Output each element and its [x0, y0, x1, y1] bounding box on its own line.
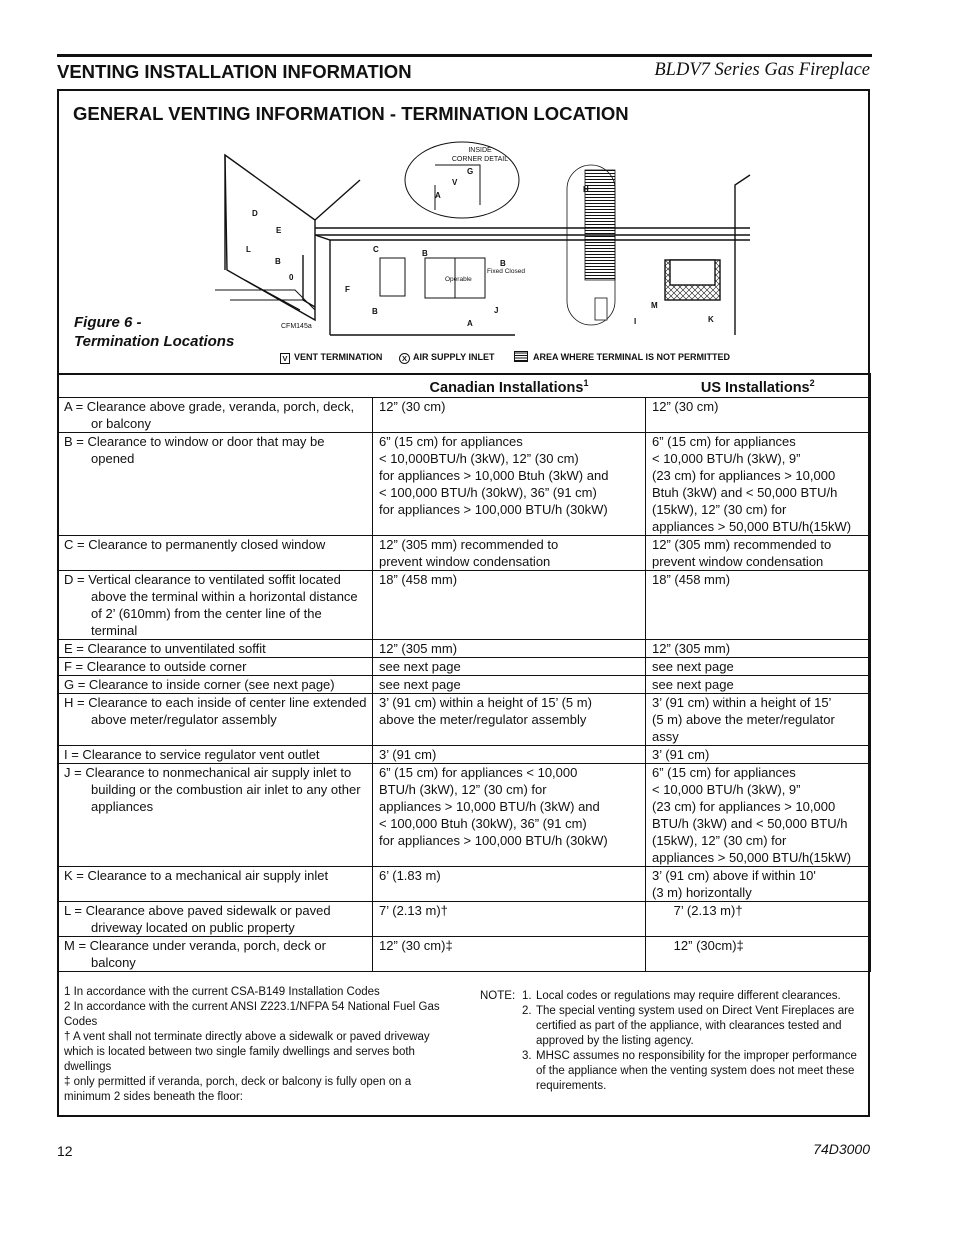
legend-area: AREA WHERE TERMINAL IS NOT PERMITTED — [533, 352, 731, 362]
legend-vent: VENT TERMINATION — [294, 352, 383, 362]
canadian-value: 6” (15 cm) for appliances < 10,000 BTU/h (3kW), 12” (30 cm) for appliances > 10,000 BTU/h (3kW) and < 100,000 Btuh (30kW), 36” (91 cm) for appliances > 100,000 BTU/h (30kW) — [373, 763, 646, 866]
label-a-inset: A — [435, 191, 441, 200]
canadian-value: 12” (305 mm) recommended to prevent window condensation — [373, 535, 646, 570]
header-canadian: Canadian Installations$^1$ — [373, 374, 646, 397]
label-operable: Operable — [445, 276, 472, 283]
canadian-value: 12” (305 mm) — [373, 639, 646, 657]
label-h: H — [583, 185, 589, 194]
header-us: US Installations$^2$ — [646, 374, 871, 397]
figure-caption — [74, 313, 234, 351]
canadian-value: 6” (15 cm) for appliances < 10,000BTU/h (3kW), 12” (30 cm) for appliances > 10,000 Btuh (3kW) and < 100,000 BTU/h (30kW), 36” (91 cm) for appliances > 100,000 BTU/h (30kW) — [373, 432, 646, 535]
us-value: 12” (30cm)‡ — [646, 936, 871, 971]
canadian-value: 3’ (91 cm) — [373, 745, 646, 763]
canadian-value: 3’ (91 cm) within a height of 15’ (5 m) above the meter/regulator assembly — [373, 693, 646, 745]
label-v-inset: V — [452, 178, 458, 187]
label-b-right: B — [500, 259, 506, 268]
us-value: 3’ (91 cm) — [646, 745, 871, 763]
clearance-label: M = Clearance under veranda, porch, deck or balcony — [58, 936, 373, 971]
label-m: M — [651, 301, 658, 310]
house-left-wall — [225, 155, 360, 320]
table-row — [58, 570, 871, 639]
label-g: G — [467, 167, 474, 176]
table-row — [58, 657, 871, 675]
canadian-value: 12” (30 cm)‡ — [373, 936, 646, 971]
us-value: see next page — [646, 675, 871, 693]
us-value: see next page — [646, 657, 871, 675]
label-i: I — [634, 317, 637, 326]
us-value: 6” (15 cm) for appliances < 10,000 BTU/h (3kW), 9” (23 cm) for appliances > 10,000 BTU/h (3kW) and < 50,000 BTU/h (15kW), 12” (30 cm) for appliances > 50,000 BTU/h(15kW) — [646, 763, 871, 866]
inset-title-2: CORNER DETAIL — [451, 156, 509, 163]
section-title: GENERAL VENTING INFORMATION - TERMINATION LOCATION — [73, 103, 629, 124]
canadian-value: see next page — [373, 675, 646, 693]
page-number: 12 — [57, 1143, 73, 1159]
label-fixed-closed: Fixed Closed — [487, 268, 525, 275]
clearance-label: L = Clearance above paved sidewalk or paved driveway located on public property — [58, 901, 373, 936]
table-row — [58, 763, 871, 866]
label-d: D — [252, 209, 258, 218]
label-c: C — [373, 245, 379, 254]
canadian-value: see next page — [373, 657, 646, 675]
table-row — [58, 675, 871, 693]
us-value: 3’ (91 cm) within a height of 15’ (5 m) above the meter/regulator assy — [646, 693, 871, 745]
table-row — [58, 432, 871, 535]
canadian-value: 12” (30 cm) — [373, 397, 646, 432]
table-row — [58, 535, 871, 570]
table-row — [58, 397, 871, 432]
footnote-double-dagger: ‡ only permitted if veranda, porch, deck or balcony is fully open on a minimum 2 sides beneath the floor: — [64, 1076, 412, 1103]
note-3: 3. MHSC assumes no responsibility for the improper performance of the appliance when the venting system does not meet these requirements. — [522, 1050, 857, 1092]
document-number: 74D3000 — [813, 1141, 870, 1157]
inset-title-1: INSIDE — [468, 147, 492, 154]
page-header — [57, 54, 872, 89]
header-title: VENTING INSTALLATION INFORMATION — [57, 61, 412, 82]
footnote-2: 2 In accordance with the current ANSI Z223.1/NFPA 54 National Fuel Gas Codes — [64, 1001, 440, 1028]
label-b-bottom: B — [372, 307, 378, 316]
clearance-label: A = Clearance above grade, veranda, porch, deck, or balcony — [58, 397, 373, 432]
label-zero: 0 — [289, 273, 294, 282]
canadian-value: 6’ (1.83 m) — [373, 866, 646, 901]
footnotes — [64, 985, 459, 1105]
header-blank — [58, 374, 373, 397]
table-row — [58, 639, 871, 657]
right-wall — [665, 175, 750, 335]
vent-termination-icon: V — [280, 353, 290, 364]
table-row — [58, 866, 871, 901]
table-row — [58, 745, 871, 763]
ground-slab — [215, 280, 315, 310]
table-row — [58, 936, 871, 971]
clearance-label: I = Clearance to service regulator vent outlet — [58, 745, 373, 763]
figure-code: CFM145a — [281, 323, 312, 330]
clearance-label: C = Clearance to permanently closed window — [58, 535, 373, 570]
note-2: 2. The special venting system used on Direct Vent Fireplaces are certified as part of the appliance, with clearances tested and approved by the listing agency. — [522, 1005, 855, 1047]
clearance-label: D = Vertical clearance to ventilated soffit located above the terminal within a horizontal distance of 2’ (610mm) from the center line of the terminal — [58, 570, 373, 639]
restricted-area-icon — [514, 351, 528, 362]
canadian-value: 18” (458 mm) — [373, 570, 646, 639]
table-row — [58, 693, 871, 745]
termination-diagram — [215, 140, 755, 345]
us-value: 7’ (2.13 m)† — [646, 901, 871, 936]
label-l: L — [246, 245, 251, 254]
label-k: K — [708, 315, 714, 324]
us-value: 12” (30 cm) — [646, 397, 871, 432]
clearance-label: J = Clearance to nonmechanical air supply inlet to building or the combustion air inlet to any other appliances — [58, 763, 373, 866]
figure-caption-line1: Figure 6 - — [74, 314, 142, 331]
header-product: BLDV7 Series Gas Fireplace — [654, 60, 870, 80]
us-value: 18” (458 mm) — [646, 570, 871, 639]
inset-circle — [405, 142, 519, 218]
air-inlet-icon: X — [399, 353, 410, 364]
label-j: J — [494, 306, 499, 315]
footnote-1: 1 In accordance with the current CSA-B149 Installation Codes — [64, 986, 380, 998]
label-a: A — [467, 319, 473, 328]
hatched-zone — [567, 165, 615, 325]
canadian-value: 7’ (2.13 m)† — [373, 901, 646, 936]
us-value: 6” (15 cm) for appliances < 10,000 BTU/h (3kW), 9” (23 cm) for appliances > 10,000 Btuh (3kW) and < 50,000 BTU/h (15kW), 12” (30 cm) for appliances > 50,000 BTU/h(15kW) — [646, 432, 871, 535]
label-e: E — [276, 226, 282, 235]
us-value: 12” (305 mm) recommended to prevent window condensation — [646, 535, 871, 570]
us-value: 12” (305 mm) — [646, 639, 871, 657]
table-header-row — [58, 374, 871, 397]
clearance-label: G = Clearance to inside corner (see next page) — [58, 675, 373, 693]
label-b-left: B — [275, 257, 281, 266]
label-b-mid: B — [422, 249, 428, 258]
note-1: NOTE: 1. Local codes or regulations may require different clearances. — [480, 990, 841, 1002]
notes — [480, 989, 865, 1094]
clearance-label: F = Clearance to outside corner — [58, 657, 373, 675]
clearance-table — [57, 373, 871, 972]
clearance-label: E = Clearance to unventilated soffit — [58, 639, 373, 657]
legend-air: AIR SUPPLY INLET — [413, 352, 495, 362]
clearance-label: H = Clearance to each inside of center line extended above meter/regulator assembly — [58, 693, 373, 745]
footnote-dagger: † A vent shall not terminate directly above a sidewalk or paved driveway which is located between two single family dwellings and serves both dwellings — [64, 1031, 430, 1073]
clearance-label: K = Clearance to a mechanical air supply inlet — [58, 866, 373, 901]
us-value: 3’ (91 cm) above if within 10' (3 m) horizontally — [646, 866, 871, 901]
figure-caption-line2: Termination Locations — [74, 333, 235, 350]
label-f: F — [345, 285, 350, 294]
clearance-label: B = Clearance to window or door that may be opened — [58, 432, 373, 535]
table-row — [58, 901, 871, 936]
